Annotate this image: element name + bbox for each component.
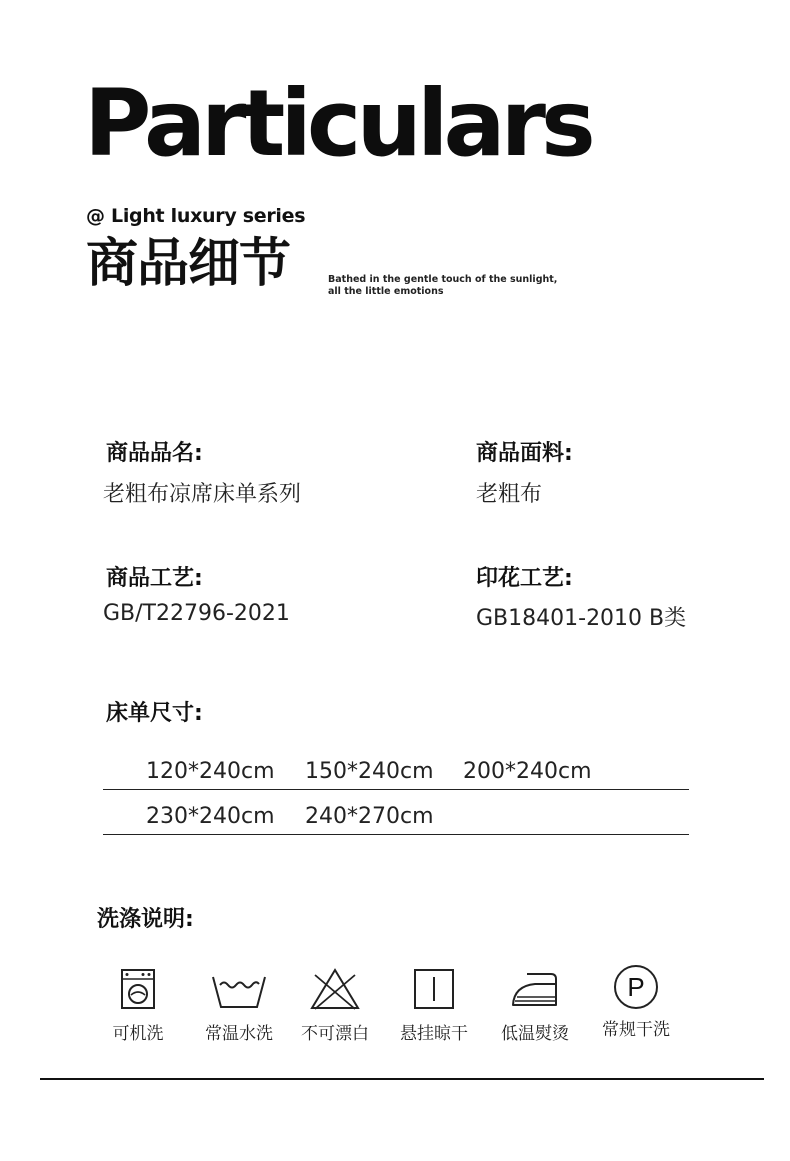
sizes-label: 床单尺寸: bbox=[106, 701, 203, 726]
tagline bbox=[328, 274, 557, 298]
craft-label: 商品工艺: bbox=[106, 566, 203, 591]
care-item-line-dry bbox=[386, 967, 482, 1044]
print-value: GB18401-2010 B类 bbox=[476, 606, 687, 631]
care-item-label: 不可漂白 bbox=[301, 1024, 369, 1044]
fabric-label: 商品面料: bbox=[476, 441, 573, 466]
care-label: 洗涤说明: bbox=[97, 907, 194, 932]
care-item-dry-clean bbox=[588, 963, 684, 1040]
care-item-normal-wash bbox=[191, 967, 287, 1044]
care-item-no-bleach bbox=[287, 967, 383, 1044]
no-bleach-icon bbox=[309, 967, 361, 1011]
size-item: 240*270cm bbox=[305, 804, 434, 829]
chinese-title: 商品细节 bbox=[86, 234, 291, 294]
size-item: 150*240cm bbox=[305, 759, 434, 784]
care-item-label: 常规干洗 bbox=[602, 1020, 670, 1040]
care-item-machine-wash bbox=[90, 967, 186, 1044]
size-item: 230*240cm bbox=[146, 804, 275, 829]
wash-tub-icon bbox=[211, 967, 267, 1011]
tagline-line-2: all the little emotions bbox=[328, 286, 444, 297]
iron-icon bbox=[509, 967, 561, 1011]
series-subtitle: @ Light luxury series bbox=[86, 205, 306, 227]
size-item: 200*240cm bbox=[463, 759, 592, 784]
size-row-divider bbox=[103, 834, 689, 835]
page-title: Particulars bbox=[84, 70, 591, 177]
care-item-label: 可机洗 bbox=[112, 1024, 164, 1044]
care-item-label: 常温水洗 bbox=[205, 1024, 273, 1044]
washing-machine-icon bbox=[118, 967, 158, 1011]
size-item: 120*240cm bbox=[146, 759, 275, 784]
craft-value: GB/T22796-2021 bbox=[103, 601, 290, 626]
bottom-divider bbox=[40, 1078, 764, 1080]
fabric-value: 老粗布 bbox=[476, 482, 543, 507]
dry-clean-symbol: P bbox=[627, 972, 645, 1002]
professional-clean-icon bbox=[612, 963, 660, 1011]
care-item-low-iron bbox=[487, 967, 583, 1044]
line-dry-icon bbox=[412, 967, 456, 1011]
product-name-value: 老粗布凉席床单系列 bbox=[103, 482, 302, 507]
size-row-divider bbox=[103, 789, 689, 790]
print-label: 印花工艺: bbox=[476, 566, 573, 591]
product-name-label: 商品品名: bbox=[106, 441, 203, 466]
care-item-label: 低温熨烫 bbox=[501, 1024, 569, 1044]
tagline-line-1: Bathed in the gentle touch of the sunlight, bbox=[328, 274, 558, 285]
care-item-label: 悬挂晾干 bbox=[400, 1024, 468, 1044]
